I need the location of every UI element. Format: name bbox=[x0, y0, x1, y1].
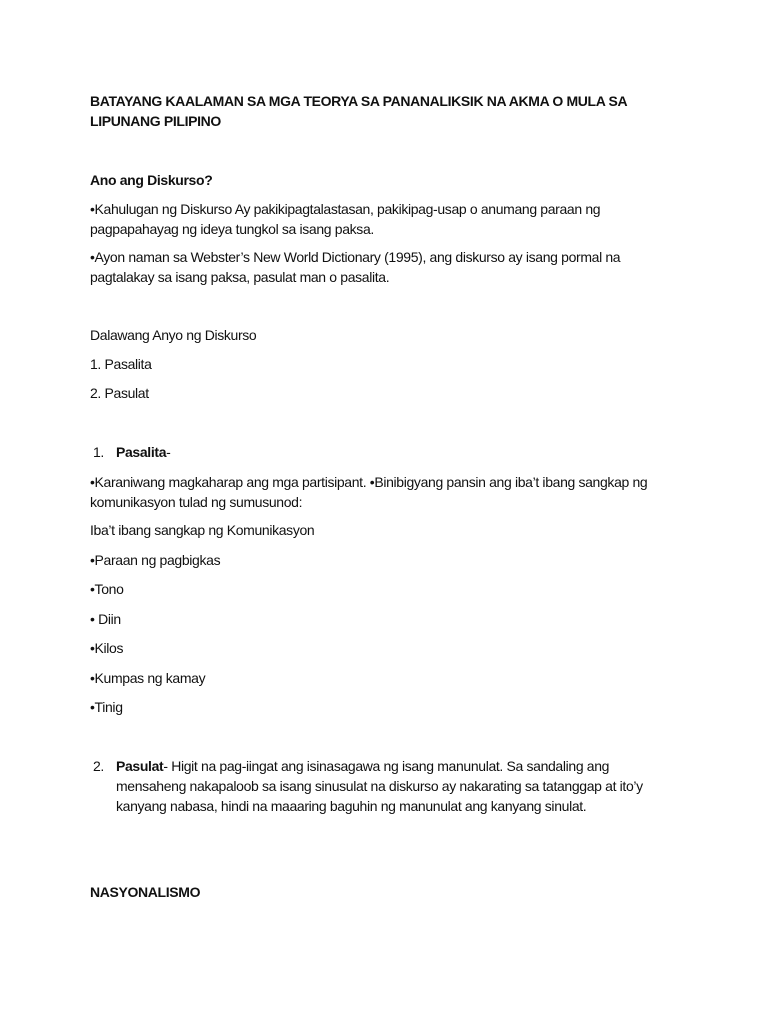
bullet-item: •Paraan ng pagbigkas bbox=[90, 552, 221, 568]
list-number-1: 1. bbox=[93, 444, 104, 460]
bullet-item: •Tono bbox=[90, 581, 124, 597]
anyo-item-pasulat: 2. Pasulat bbox=[90, 385, 149, 401]
pasalita-paragraph: •Karaniwang magkaharap ang mga partisipant. •Binibigyang pansin ang iba’t ibang sangkap ng komunikasyon tulad ng sumusunod: bbox=[90, 474, 648, 510]
pasalita-heading-line bbox=[116, 442, 676, 462]
pasulat-paragraph bbox=[116, 756, 676, 816]
document-title: BATAYANG KAALAMAN SA MGA TEORYA SA PANANALIKSIK NA AKMA O MULA SA LIPUNANG PILIPINO bbox=[90, 93, 627, 129]
sangkap-heading: Iba’t ibang sangkap ng Komunikasyon bbox=[90, 522, 315, 538]
definition-paragraph-2: •Ayon naman sa Webster’s New World Dictionary (1995), ang diskurso ay isang pormal na pagtalakay sa isang paksa, pasulat man o pasalita. bbox=[90, 249, 621, 285]
anyo-item-pasalita: 1. Pasalita bbox=[90, 356, 152, 372]
heading-ano-ang-diskurso: Ano ang Diskurso? bbox=[90, 172, 213, 188]
anyo-heading: Dalawang Anyo ng Diskurso bbox=[90, 327, 257, 343]
bullet-item: •Kilos bbox=[90, 640, 124, 656]
pasulat-text: - Higit na pag-iingat ang isinasagawa ng isang manunulat. Sa sandaling ang mensaheng nakapaloob sa isang sinusulat na diskurso ay nakarating sa tatanggap at ito’y kanyang nabasa, hindi na maaaring baguhin ng manunulat ang kanyang sinulat. bbox=[116, 758, 643, 814]
pasalita-label: Pasalita bbox=[116, 444, 167, 460]
list-number-2: 2. bbox=[93, 758, 104, 774]
pasulat-label: Pasulat bbox=[116, 758, 164, 774]
heading-nasyonalismo: NASYONALISMO bbox=[90, 884, 201, 900]
bullet-item: •Kumpas ng kamay bbox=[90, 670, 206, 686]
bullet-item: • Diin bbox=[90, 611, 121, 627]
definition-paragraph-1: •Kahulugan ng Diskurso Ay pakikipagtalastasan, pakikipag-usap o anumang paraan ng pagpapahayag ng ideya tungkol sa isang paksa. bbox=[90, 201, 601, 237]
pasalita-suffix: - bbox=[166, 444, 171, 460]
bullet-item: •Tinig bbox=[90, 699, 123, 715]
